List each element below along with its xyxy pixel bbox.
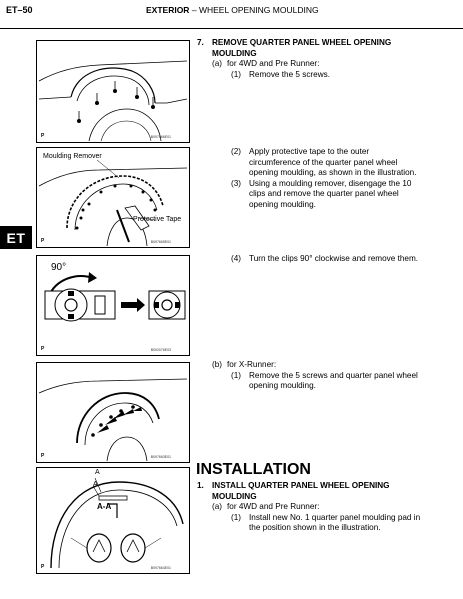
label-protective-tape: Protective Tape — [133, 216, 182, 223]
figure-x-runner — [36, 362, 190, 463]
rotation-angle-label: 90° — [51, 262, 67, 273]
page-header-title — [146, 5, 319, 15]
figure-p-mark: P — [41, 133, 45, 139]
step-7-a4: (4) Turn the clips 90° clockwise and remove them. — [231, 254, 419, 263]
figure-p-mark: P — [41, 564, 45, 570]
section-title: EXTERIOR — [146, 5, 190, 15]
section-mark-a-bottom: A — [93, 481, 98, 488]
step-7-a: (a) for 4WD and Pre Runner: — [212, 59, 320, 68]
figure-code: B097663E01 — [150, 455, 171, 459]
figure-clips-rotate — [36, 255, 190, 356]
figure-p-mark: P — [41, 453, 45, 459]
step-7-a1: (1) Remove the 5 screws. — [231, 69, 330, 79]
header-separator: – — [191, 5, 197, 15]
page-code: ET–50 — [6, 5, 33, 15]
installation-heading: INSTALLATION — [196, 461, 311, 478]
step-7-a2-a3 — [231, 147, 459, 210]
figure-installation — [36, 467, 190, 574]
step-7-a3: (3) Using a moulding remover, disengage the 10 clips and remove the quarter panel wheel opening moulding. — [231, 178, 412, 209]
step-7-block — [197, 38, 459, 80]
step-7-title: 7. REMOVE QUARTER PANEL WHEEL OPENING MOULDING — [197, 38, 392, 58]
step-7-b1: (1) Remove the 5 screws and quarter panel wheel opening moulding. — [231, 370, 418, 390]
figure-code: B097666E01 — [150, 135, 171, 139]
figure-installation-illustration — [37, 468, 189, 573]
figure-moulding-remover — [36, 147, 190, 248]
section-subtitle: WHEEL OPENING MOULDING — [198, 5, 319, 15]
section-tab: ET — [0, 226, 32, 249]
figure-p-mark: P — [41, 346, 45, 352]
step-7-a2: (2) Apply protective tape to the outer circumference of the quarter panel wheel opening moulding, as shown in the illustration. — [231, 147, 417, 177]
step-7-b-title: (b) for X-Runner: — [212, 360, 277, 369]
figure-code: B092076E03 — [150, 348, 171, 352]
figure-screws-illustration — [37, 41, 189, 142]
figure-p-mark: P — [41, 238, 45, 244]
install-step-1-a: (a) for 4WD and Pre Runner: — [212, 502, 320, 511]
label-moulding-remover: Moulding Remover — [43, 153, 102, 160]
figure-x-runner-illustration — [37, 363, 189, 462]
figure-remover-illustration — [37, 148, 189, 247]
install-step-1-a1: (1) Install new No. 1 quarter panel moulding pad in the position shown in the illustration. — [231, 512, 421, 532]
step-7-b — [212, 360, 459, 392]
figure-code: B097665E01 — [150, 240, 171, 244]
figure-screws — [36, 40, 190, 143]
install-step-1-block — [197, 481, 459, 534]
section-mark-a-top: A — [95, 469, 100, 476]
header-rule — [0, 28, 463, 29]
figure-code: B097664E01 — [150, 566, 171, 570]
install-step-1-title: 1. INSTALL QUARTER PANEL WHEEL OPENING MOULDING — [197, 481, 390, 501]
section-label-a-a: A-A — [97, 502, 112, 511]
